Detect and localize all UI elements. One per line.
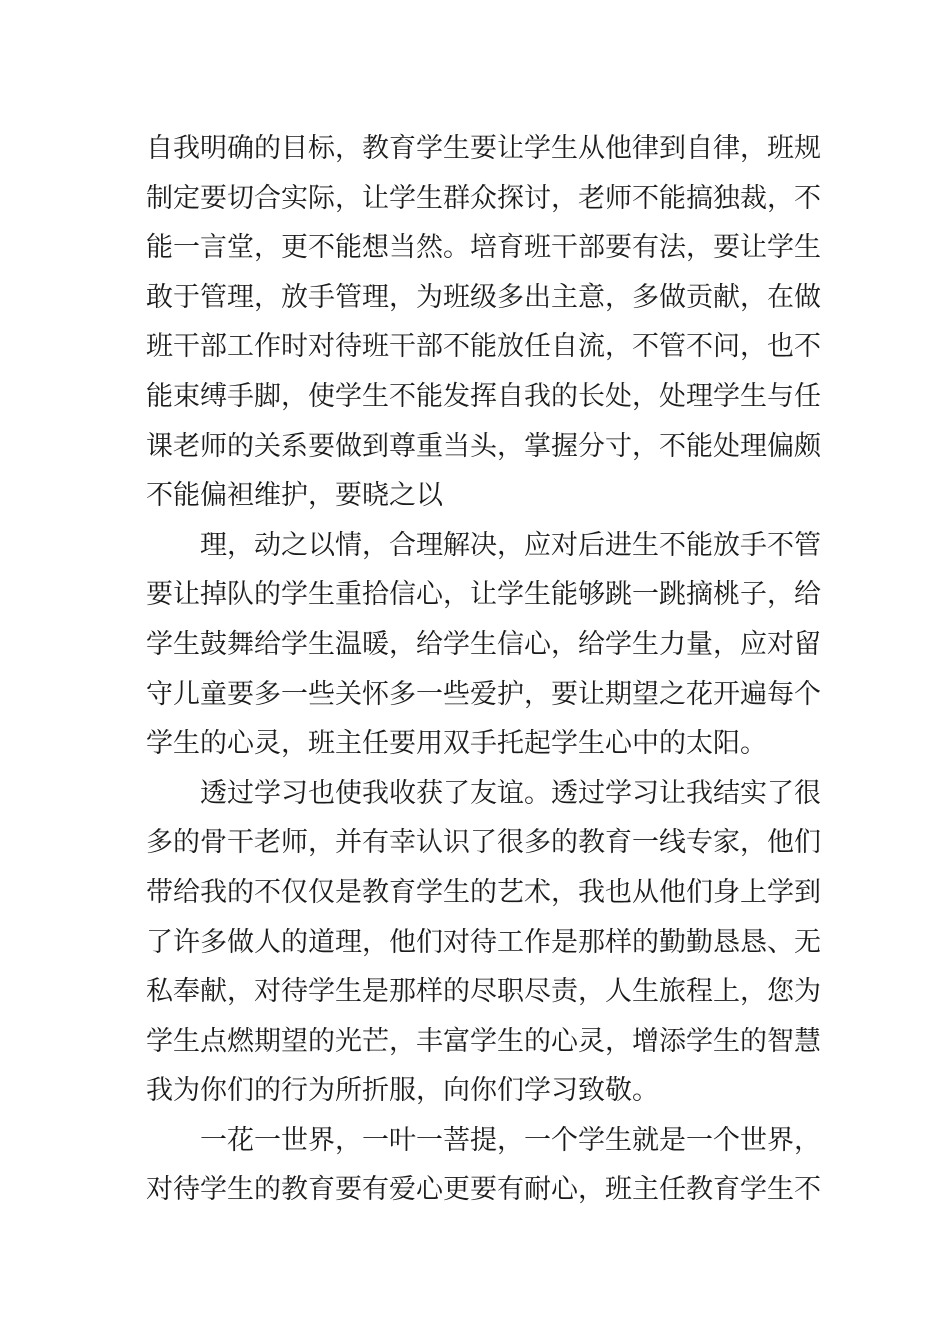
text-line: 对待学生的教育要有爱心更要有耐心，班主任教育学生不 bbox=[146, 1174, 821, 1206]
paragraph-start-line: 一花一世界，一叶一菩提，一个学生就是一个世界， bbox=[200, 1124, 821, 1156]
text-line: 能束缚手脚，使学生不能发挥自我的长处，处理学生与任 bbox=[146, 380, 821, 412]
text-line: 敢于管理，放手管理，为班级多出主意，多做贡献，在做 bbox=[146, 281, 821, 313]
text-line: 能一言堂，更不能想当然。培育班干部要有法，要让学生 bbox=[146, 232, 821, 264]
text-line: 守儿童要多一些关怀多一些爱护，要让期望之花开遍每个 bbox=[146, 678, 821, 710]
text-line: 带给我的不仅仅是教育学生的艺术，我也从他们身上学到 bbox=[146, 876, 821, 908]
body-text bbox=[146, 124, 821, 1215]
text-line: 不能偏袒维护，要晓之以 bbox=[146, 480, 443, 512]
text-line: 学生点燃期望的光芒，丰富学生的心灵，增添学生的智慧 bbox=[146, 1025, 821, 1057]
text-line: 私奉献，对待学生是那样的尽职尽责，人生旅程上，您为 bbox=[146, 976, 821, 1008]
text-line: 自我明确的目标，教育学生要让学生从他律到自律，班规 bbox=[146, 133, 821, 164]
text-line: 学生鼓舞给学生温暖，给学生信心，给学生力量，应对留 bbox=[146, 628, 821, 660]
text-line: 了许多做人的道理，他们对待工作是那样的勤勤恳恳、无 bbox=[146, 926, 821, 958]
paragraph-start-line: 透过学习也使我收获了友谊。透过学习让我结实了很 bbox=[200, 777, 821, 809]
text-line: 多的骨干老师，并有幸认识了很多的教育一线专家，他们 bbox=[146, 827, 821, 859]
text-line: 我为你们的行为所折服，向你们学习致敬。 bbox=[146, 1075, 659, 1107]
paragraph-start-line: 理，动之以情，合理解决，应对后进生不能放手不管 bbox=[200, 529, 821, 561]
text-line: 要让掉队的学生重拾信心，让学生能够跳一跳摘桃子，给 bbox=[146, 579, 821, 611]
text-line: 班干部工作时对待班干部不能放任自流，不管不问，也不 bbox=[146, 331, 821, 363]
text-line: 制定要切合实际，让学生群众探讨，老师不能搞独裁，不 bbox=[146, 182, 821, 214]
text-line: 学生的心灵，班主任要用双手托起学生心中的太阳。 bbox=[146, 728, 767, 760]
text-line: 课老师的关系要做到尊重当头，掌握分寸，不能处理偏颇 bbox=[146, 430, 821, 462]
